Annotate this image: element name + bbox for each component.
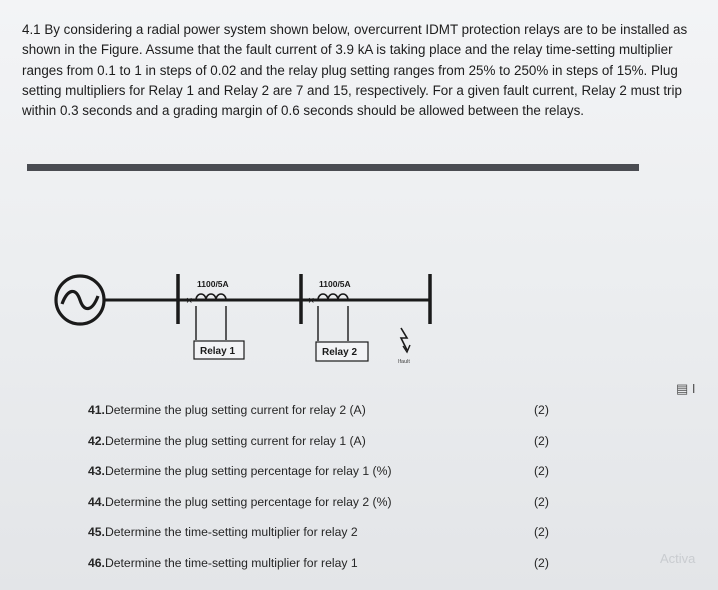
sub-question: 42.Determine the plug setting current for relay 1 (A) (2) [88, 429, 588, 460]
generator-sine-wave [62, 291, 98, 308]
ct2-cross-icon: × [308, 295, 315, 307]
ct2-ratio: 1100/5A [319, 279, 351, 289]
marks: (2) [534, 525, 549, 540]
sub-question: 46.Determine the time-setting multiplier for relay 1 (2) [88, 551, 588, 582]
activation-watermark: Activa [660, 551, 696, 566]
marks: (2) [534, 494, 549, 509]
sub-question: 41.Determine the plug setting current for relay 2 (A) (2) [88, 398, 588, 429]
marks: (2) [534, 464, 549, 479]
marks: (2) [534, 433, 549, 448]
ct1-cross-icon: × [186, 295, 193, 307]
marks: (2) [534, 403, 549, 417]
question-text: 4.1 By considering a radial power system shown below, overcurrent IDMT protection relays are to be installed as shown in the Figure. Assume that the fault current of 3.9 kA is taking place and the relay time-setting multiplier ranges from 0.1 to 1 in steps of 0.02 and the relay plug setting ranges from 25% to 250% in steps of 15%. Plug setting multipliers for Relay 1 and Relay 2 are 7 and 15, respectively. For a given fault current, Relay 2 must trip within 0.3 seconds and a grading margin of 0.6 seconds should be allowed between the relays. [22, 22, 688, 119]
sub-question: 44.Determine the plug setting percentage for relay 2 (%) (2) [88, 490, 588, 521]
ct1-ratio: 1100/5A [197, 279, 229, 289]
fault-current-label: Ifault [398, 359, 410, 365]
sub-question-list [88, 398, 588, 582]
relay2-label: Relay 2 [322, 347, 358, 358]
radial-power-system-diagram [0, 240, 718, 370]
sub-question: 45.Determine the time-setting multiplier for relay 2 (2) [88, 520, 588, 551]
relay1-label: Relay 1 [200, 346, 236, 357]
section-divider [27, 164, 639, 171]
text-cursor-icon[interactable]: ▤ I [676, 381, 696, 396]
marks: (2) [534, 555, 549, 570]
sub-question: 43.Determine the plug setting percentage for relay 1 (%) (2) [88, 459, 588, 490]
